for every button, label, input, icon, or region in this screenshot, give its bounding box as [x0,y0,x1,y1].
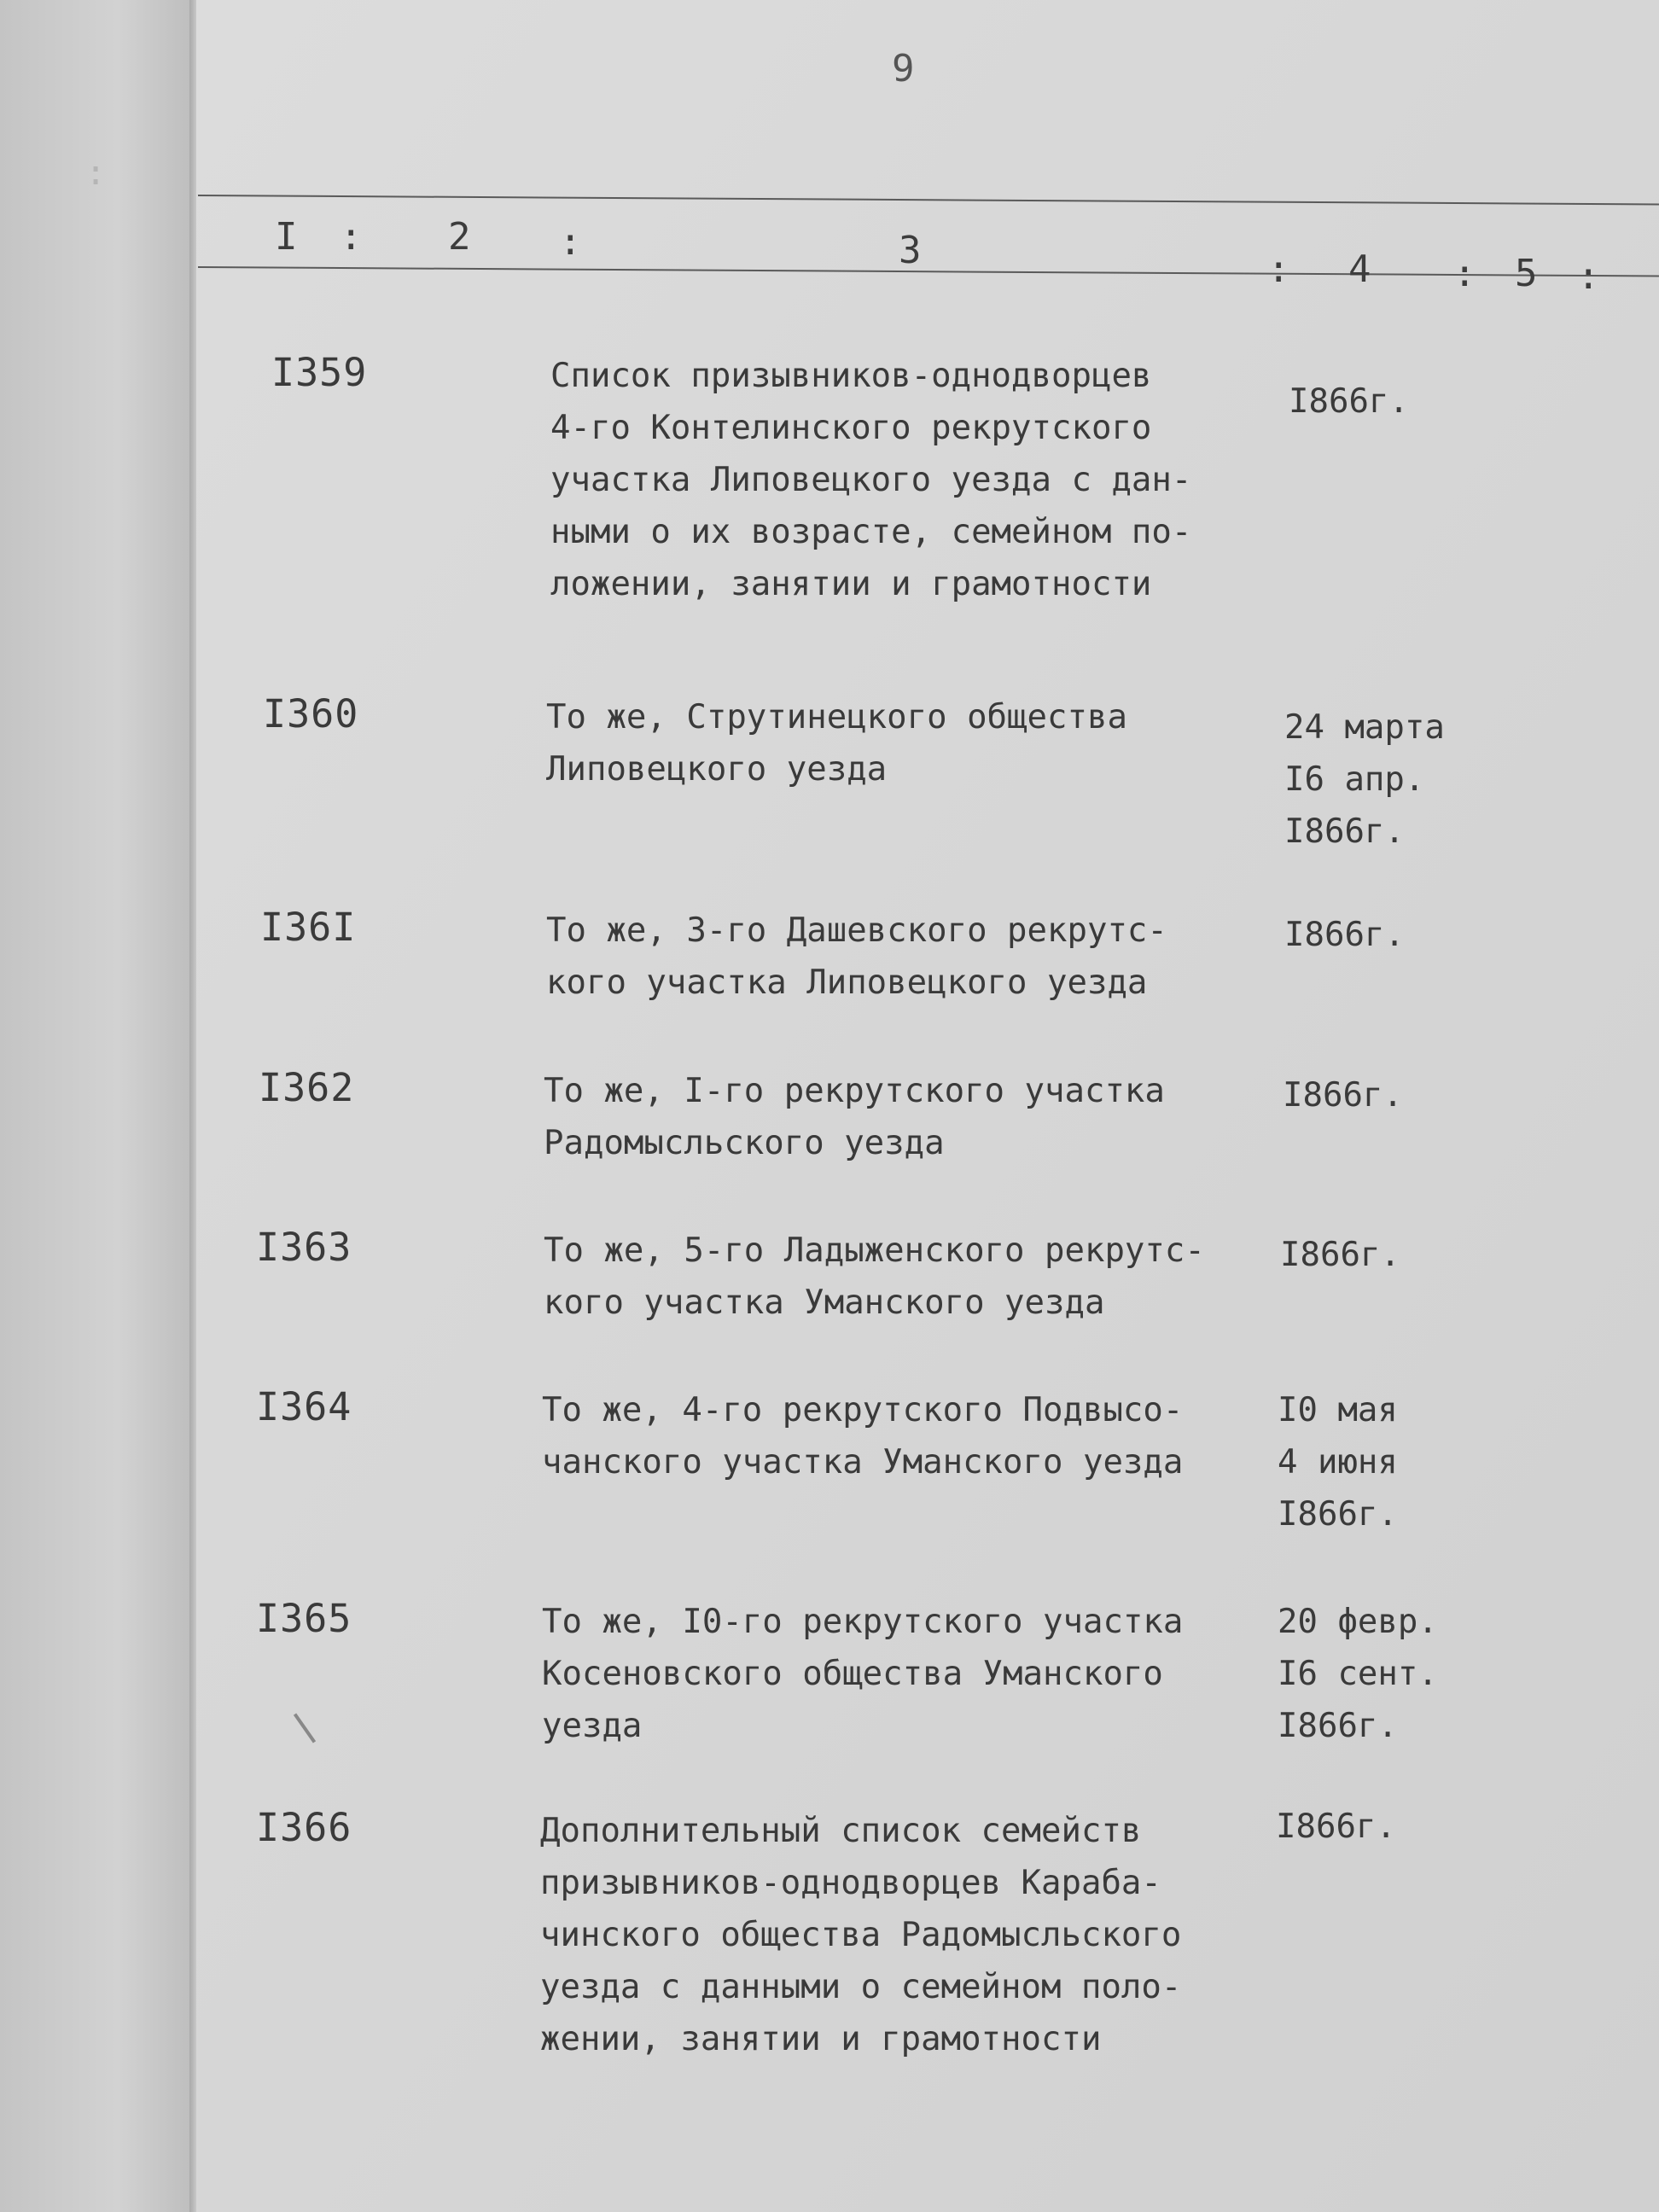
entry-number: I363 [256,1225,352,1270]
entry-number: I366 [256,1805,352,1850]
adjacent-page-margin [0,0,196,2212]
entry-date: 24 марта I6 апр. I866г. [1284,708,1445,851]
entry-description: То же, Струтинецкого общества Липовецкого уезда [546,698,1127,789]
entry-number: I359 [271,350,368,395]
entry-description: То же, I0-го рекрутского участка Косеновского общества Уманского уезда [542,1603,1184,1745]
entry-description: То же, I-го рекрутского участка Радомысльского уезда [544,1072,1165,1162]
entry-description: Список призывников-однодворцев 4-го Контелинского рекрутского участка Липовецкого уезда с дан- ными о их возрасте, семейном по- ложении, занятии и грамотности [550,357,1192,603]
column-separator: : [1267,247,1290,291]
column-separator: : [559,220,582,264]
entry-date: I0 мая 4 июня I866г. [1278,1391,1398,1534]
page-number: 9 [892,47,915,90]
column-separator: : [1453,252,1476,295]
entry-date: I866г. [1276,1807,1396,1846]
entry-number: I362 [259,1065,355,1110]
column-header-1: I [275,215,298,259]
column-header-5: 5 [1515,252,1538,295]
binding-fold [189,0,196,2212]
entry-description: То же, 5-го Ладыженского рекрутс- кого участка Уманского уезда [544,1231,1205,1322]
entry-number: I364 [256,1384,352,1429]
entry-number: I365 [256,1596,352,1641]
entry-number: I360 [263,691,359,736]
entry-date: I866г. [1280,1236,1400,1274]
column-separator: : [1577,254,1600,298]
entry-description: То же, 3-го Дашевского рекрутс- кого участка Липовецкого уезда [546,911,1167,1002]
column-header-2: 2 [448,215,471,259]
entry-date: 20 февр. I6 сент. I866г. [1278,1603,1438,1745]
entry-number: I36I [260,905,357,950]
entry-description: Дополнительный список семейств призывников-однодворцев Караба- чинского общества Радомысльского уезда с данными о семейном поло- жении, занятии и грамотности [540,1812,1182,2058]
bleed-through-mark: : [85,154,107,193]
column-header-3: 3 [899,229,922,272]
entry-date: I866г. [1283,1076,1403,1115]
column-separator: : [340,215,363,259]
entry-date: I866г. [1284,916,1405,954]
entry-date: I866г. [1289,382,1409,421]
entry-description: То же, 4-го рекрутского Подвысо- чанского участка Уманского уезда [542,1391,1184,1481]
column-header-4: 4 [1348,247,1371,291]
